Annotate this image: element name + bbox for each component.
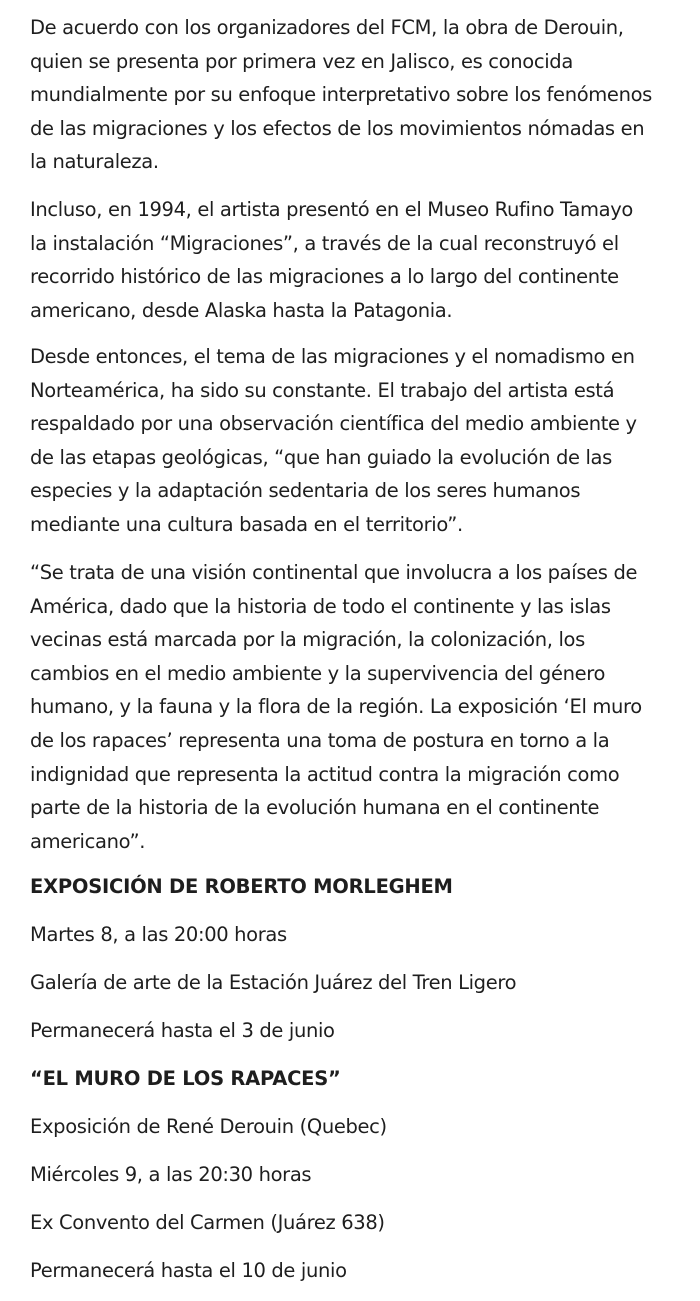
text-line: respaldado por una observación científica del medio ambiente y bbox=[30, 412, 637, 436]
paragraph-1 bbox=[30, 11, 652, 179]
text-line: mundialmente por su enfoque interpretativo sobre los fenómenos bbox=[30, 83, 652, 107]
event2-heading: “EL MURO DE LOS RAPACES” bbox=[30, 1067, 341, 1090]
event1-date: Martes 8, a las 20:00 horas bbox=[30, 923, 287, 946]
text-line: la naturaleza. bbox=[30, 150, 159, 174]
text-line: Norteamérica, ha sido su constante. El trabajo del artista está bbox=[30, 378, 615, 402]
event2-date: Miércoles 9, a las 20:30 horas bbox=[30, 1163, 312, 1186]
text-line: quien se presenta por primera vez en Jalisco, es conocida bbox=[30, 49, 573, 73]
paragraph-4 bbox=[30, 556, 642, 858]
paragraph-2 bbox=[30, 193, 633, 327]
text-line: de los rapaces’ representa una toma de postura en torno a la bbox=[30, 728, 610, 752]
text-line: especies y la adaptación sedentaria de los seres humanos bbox=[30, 479, 581, 503]
text-line: mediante una cultura basada en el territorio”. bbox=[30, 512, 463, 536]
text-line: De acuerdo con los organizadores del FCM, la obra de Derouin, bbox=[30, 16, 624, 39]
text-line: América, dado que la historia de todo el continente y las islas bbox=[30, 594, 611, 618]
text-line: la instalación “Migraciones”, a través de la cual reconstruyó el bbox=[30, 231, 619, 255]
text-line: parte de la historia de la evolución humana en el continente bbox=[30, 796, 600, 820]
text-line: de las migraciones y los efectos de los movimientos nómadas en bbox=[30, 116, 645, 140]
text-line: Incluso, en 1994, el artista presentó en el Museo Rufino Tamayo bbox=[30, 198, 633, 221]
text-line: “Se trata de una visión continental que involucra a los países de bbox=[30, 561, 638, 584]
event2-venue: Ex Convento del Carmen (Juárez 638) bbox=[30, 1211, 385, 1234]
event2-subtitle: Exposición de René Derouin (Quebec) bbox=[30, 1115, 387, 1138]
text-line: Desde entonces, el tema de las migraciones y el nomadismo en bbox=[30, 345, 635, 368]
text-line: recorrido histórico de las migraciones a lo largo del continente bbox=[30, 265, 619, 289]
event2-until: Permanecerá hasta el 10 de junio bbox=[30, 1259, 347, 1282]
paragraph-3 bbox=[30, 340, 637, 542]
event1-heading: EXPOSICIÓN DE ROBERTO MORLEGHEM bbox=[30, 875, 453, 898]
text-line: americano”. bbox=[30, 829, 146, 853]
text-line: cambios en el medio ambiente y la supervivencia del género bbox=[30, 661, 606, 685]
event1-until: Permanecerá hasta el 3 de junio bbox=[30, 1019, 335, 1042]
text-line: americano, desde Alaska hasta la Patagonia. bbox=[30, 298, 453, 322]
event1-venue: Galería de arte de la Estación Juárez del Tren Ligero bbox=[30, 971, 517, 994]
text-line: indignidad que representa la actitud contra la migración como bbox=[30, 762, 620, 786]
text-line: de las etapas geológicas, “que han guiado la evolución de las bbox=[30, 445, 612, 469]
text-line: vecinas está marcada por la migración, la colonización, los bbox=[30, 628, 585, 652]
text-line: humano, y la fauna y la flora de la región. La exposición ‘El muro bbox=[30, 695, 642, 719]
